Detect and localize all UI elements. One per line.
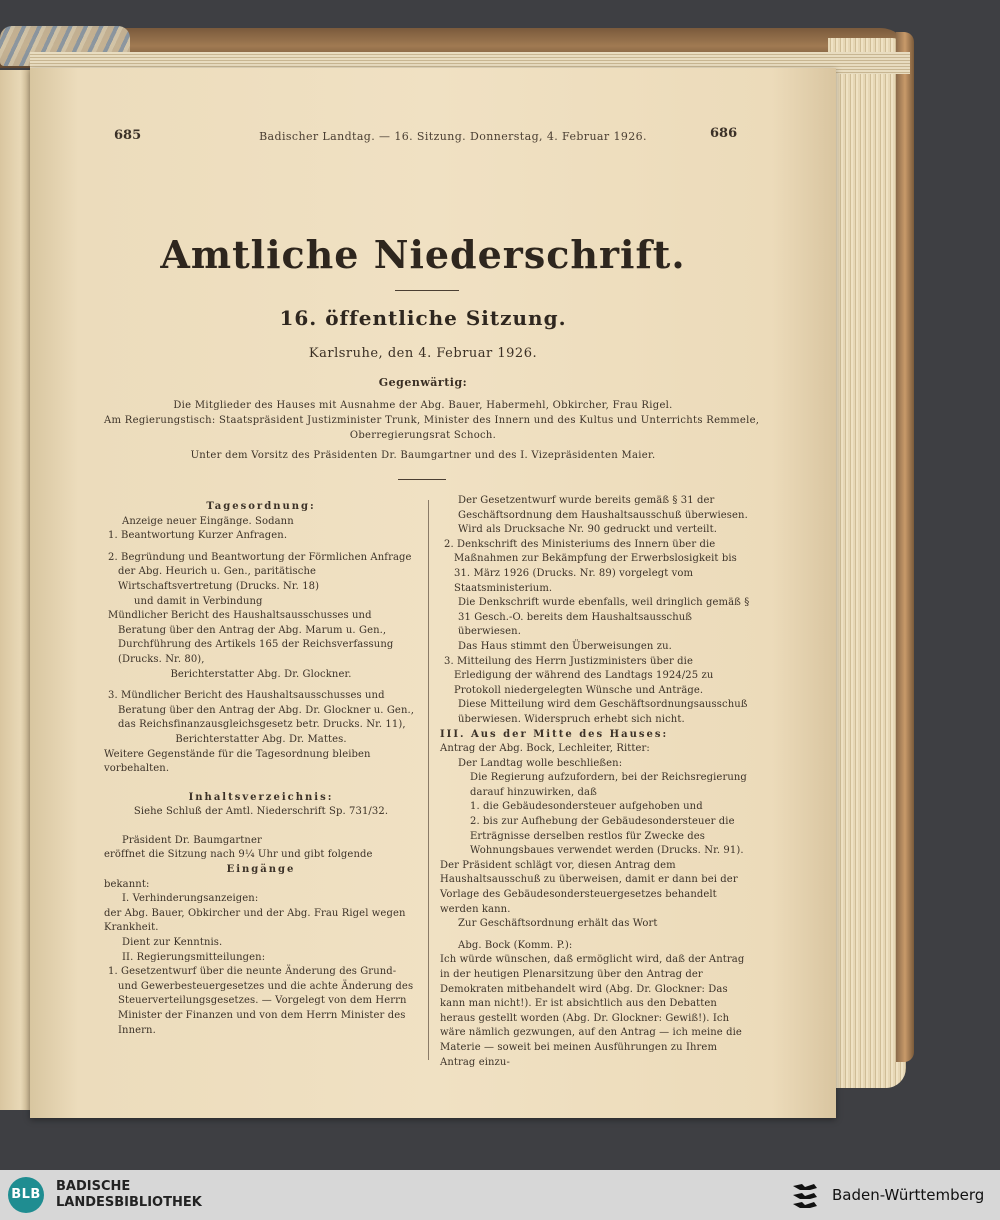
present-heading: Gegenwärtig:	[378, 376, 468, 389]
paragraph: Antrag der Abg. Bock, Lechleiter, Ritter:	[440, 743, 650, 755]
page-edges	[828, 38, 906, 1088]
paragraph	[104, 544, 418, 551]
page-number-left: 685	[114, 128, 142, 143]
document-title: Amtliche Niederschrift.	[160, 232, 686, 277]
paragraph	[104, 827, 418, 834]
paragraph: 3. Mündlicher Bericht des Haushaltsausschusses und Beratung über den Antrag der Abg. Dr. Glockner u. Gen., das Reichsfinanzausgleichsgesetz betr. Drucks. Nr. 11),	[108, 690, 415, 731]
paragraph: Wird als Drucksache Nr. 90 gedruckt und verteilt.	[458, 524, 717, 536]
column-divider	[428, 500, 429, 1060]
paragraph: Dient zur Kenntnis.	[122, 937, 223, 949]
paragraph: Anzeige neuer Eingänge. Sodann	[122, 515, 294, 527]
paragraph: Siehe Schluß der Amtl. Niederschrift Sp. 731/32.	[133, 806, 389, 818]
section-rule	[398, 479, 446, 480]
paragraph: Ich würde wünschen, daß ermöglicht wird, daß der Antrag in der heutigen Plenarsitzung über den Antrag der Demokraten mitbehandelt wird (Abg. Dr. Glockner: Das kann man nicht!). Er ist absichtlich aus den Debatten heraus gestellt worden (Abg. Dr. Glockner: Gewiß!). Ich wäre nämlich gezwungen, auf den Antrag — ich meine die Materie — soweit bei meinen Ausführungen zu Ihrem Antrag einzu-	[440, 954, 745, 1068]
present-government: Am Regierungstisch: Staatspräsident Justizminister Trunk, Minister des Innern und des Kultus und Unterrichts Remmele,	[104, 415, 760, 426]
paragraph: 1. Gesetzentwurf über die neunte Änderung des Grund- und Gewerbesteuergesetzes und die achte Änderung des Steuerverteilungsgesetzes. — Vorgelegt von dem Herrn Minister der Finanzen und von dem Herrn Minister des Innern.	[108, 966, 414, 1036]
footer-bar	[0, 1170, 1000, 1220]
paragraph: Zur Geschäftsordnung erhält das Wort	[458, 918, 658, 930]
paragraph: Eingänge	[226, 864, 296, 876]
right-column	[440, 494, 750, 1070]
place-date: Karlsruhe, den 4. Februar 1926.	[308, 346, 538, 361]
present-government-cont: Oberregierungsrat Schoch.	[349, 430, 497, 441]
state-name[interactable]: Baden-Württemberg	[832, 1186, 985, 1204]
paragraph: Die Denkschrift wurde ebenfalls, weil dringlich gemäß § 31 Gesch.-O. bereits dem Haushaltsausschuß überwiesen.	[458, 597, 750, 638]
paragraph: Der Gesetzentwurf wurde bereits gemäß § 31 der Geschäftsordnung dem Haushaltsausschuß überwiesen.	[458, 495, 748, 521]
paragraph: I. Verhinderungsanzeigen:	[122, 893, 259, 905]
library-name[interactable]	[56, 1179, 202, 1211]
facing-page-edge	[0, 70, 34, 1110]
paragraph: 3. Mitteilung des Herrn Justizministers über die Erledigung der während des Landtags 1924/25 zu Protokoll niedergelegten Wünsche und Anträge.	[444, 655, 714, 696]
paragraph	[104, 784, 418, 791]
paragraph: 1. die Gebäudesondersteuer aufgehoben und	[470, 801, 703, 813]
paragraph: 2. Begründung und Beantwortung der Förmlichen Anfrage der Abg. Heurich u. Gen., paritätische Wirtschaftsvertretung (Drucks. Nr. 18)	[108, 551, 412, 592]
paragraph: Die Regierung aufzufordern, bei der Reichsregierung darauf hinzuwirken, daß	[470, 772, 747, 798]
paragraph: Inhaltsverzeichnis:	[188, 791, 334, 803]
paragraph: Berichterstatter Abg. Dr. Mattes.	[175, 733, 347, 745]
paragraph: eröffnet die Sitzung nach 9¼ Uhr und gibt folgende	[104, 849, 373, 861]
paragraph: II. Regierungsmitteilungen:	[122, 951, 266, 963]
paragraph: der Abg. Bauer, Obkircher und der Abg. Frau Rigel wegen Krankheit.	[104, 907, 406, 934]
paragraph	[440, 932, 750, 939]
book-cover-right	[896, 32, 914, 1062]
running-head: Badischer Landtag. — 16. Sitzung. Donnerstag, 4. Februar 1926.	[259, 130, 647, 143]
session-title: 16. öffentliche Sitzung.	[279, 306, 567, 330]
paragraph: Mündlicher Bericht des Haushaltsausschusses und Beratung über den Antrag der Abg. Marum u. Gen., Durchführung des Artikels 165 der Reichsverfassung (Drucks. Nr. 80),	[108, 610, 394, 665]
library-name-line2: LANDESBIBLIOTHEK	[56, 1195, 202, 1210]
paragraph: Tagesordnung:	[206, 501, 316, 512]
paragraph	[104, 777, 418, 784]
paragraph: 1. Beantwortung Kurzer Anfragen.	[108, 530, 288, 542]
library-name-line1: BADISCHE	[56, 1179, 131, 1194]
paragraph: Diese Mitteilung wird dem Geschäftsordnungsausschuß überwiesen. Widerspruch erhebt sich nicht.	[458, 699, 748, 725]
present-members: Die Mitglieder des Hauses mit Ausnahme der Abg. Bauer, Habermehl, Obkircher, Frau Rigel.	[173, 400, 673, 411]
title-rule	[395, 290, 459, 291]
paragraph	[104, 820, 418, 827]
paragraph: und damit in Verbindung	[134, 595, 263, 607]
paragraph	[104, 682, 418, 689]
page-number-right: 686	[710, 126, 738, 141]
paragraph: Der Landtag wolle beschließen:	[458, 757, 623, 769]
paragraph: Weitere Gegenstände für die Tagesordnung bleiben vorbehalten.	[104, 748, 371, 775]
paragraph: Berichterstatter Abg. Dr. Glockner.	[170, 668, 352, 680]
paragraph: Abg. Bock (Komm. P.):	[458, 939, 573, 951]
paragraph: Präsident Dr. Baumgartner	[122, 834, 262, 846]
present-chair: Unter dem Vorsitz des Präsidenten Dr. Baumgartner und des I. Vizepräsidenten Maier.	[190, 450, 656, 461]
paragraph: bekannt:	[104, 878, 150, 890]
paragraph: Der Präsident schlägt vor, diesen Antrag dem Haushaltsausschuß zu überweisen, damit er dann bei der Vorlage des Gebäudesondersteuergesetzes behandelt werden kann.	[440, 859, 738, 915]
paragraph: III. Aus der Mitte des Hauses:	[440, 728, 669, 740]
left-column	[104, 500, 418, 1038]
paragraph: 2. bis zur Aufhebung der Gebäudesondersteuer die Erträgnisse derselben restlos für Zwecke des Wohnungsbaues verwendet werden (Drucks. Nr. 91).	[470, 816, 744, 857]
coat-of-arms-icon	[790, 1180, 820, 1210]
blb-logo-icon[interactable]: BLB	[8, 1177, 44, 1213]
paragraph: Das Haus stimmt den Überweisungen zu.	[458, 640, 672, 652]
paragraph: 2. Denkschrift des Ministeriums des Innern über die Maßnahmen zur Bekämpfung der Erwerbslosigkeit bis 31. März 1926 (Drucks. Nr. 89) vorgelegt vom Staatsministerium.	[444, 538, 737, 594]
